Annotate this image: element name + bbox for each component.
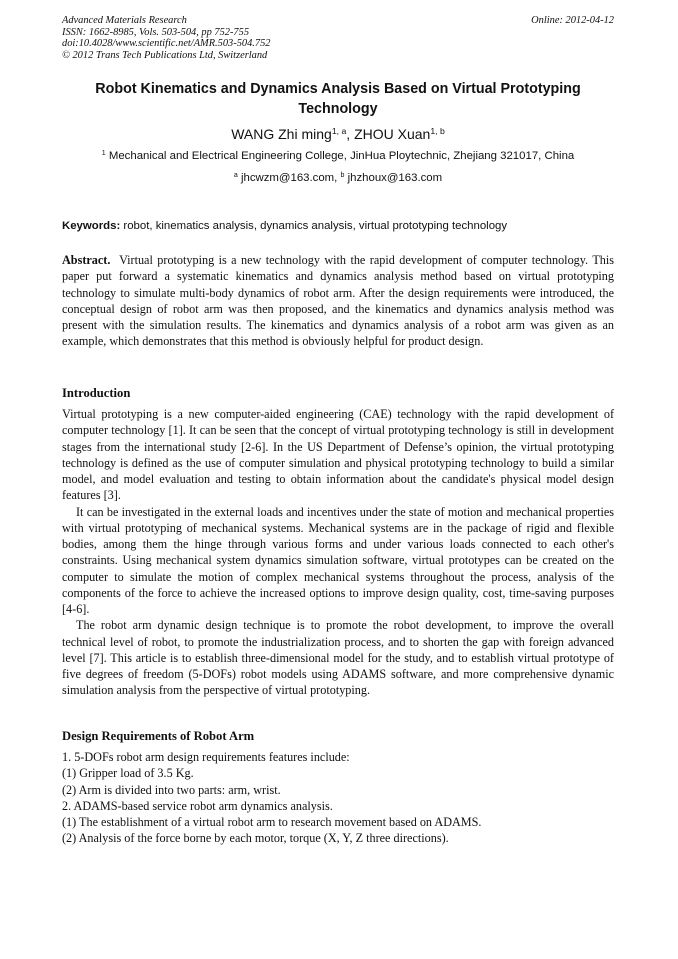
list-item: (1) Gripper load of 3.5 Kg.: [62, 766, 194, 781]
intro-paragraph-1: Virtual prototyping is a new computer-aided engineering (CAE) technology with the rapid development of computer technology [1]. It can be seen that the concept of virtual prototyping technology is still in development stages from the international study [2-6]. In the US Department of Defense’s opinion, the virtual prototyping technology is defined as the use of computer simulation and physical prototyping technology to build a similar model, and model evaluation and testing to obtain information about the candidate's physical model design features [3].: [62, 407, 614, 503]
list-item: (1) The establishment of a virtual robot arm to research movement based on ADAMS.: [62, 815, 482, 829]
online-date: Online: 2012-04-12: [531, 15, 614, 26]
author-1-name: WANG Zhi ming: [231, 126, 332, 142]
journal-name: Advanced Materials Research: [62, 15, 187, 26]
list-item: 2. ADAMS-based service robot arm dynamics analysis.: [62, 798, 333, 813]
email-b-sup: b: [340, 172, 345, 180]
list-item: 1. 5-DOFs robot arm design requirements features include:: [62, 750, 350, 764]
email-a-sup: a: [233, 172, 238, 180]
keywords: [62, 219, 614, 234]
design-requirements-list: [62, 749, 614, 847]
introduction-heading: Introduction: [62, 386, 131, 400]
design-requirements-heading: Design Requirements of Robot Arm: [62, 729, 255, 743]
paper-title: Robot Kinematics and Dynamics Analysis Based on Virtual Prototyping Technology: [95, 81, 581, 117]
journal-header: [62, 15, 614, 61]
author-2-sup: 1, b: [430, 126, 445, 137]
email-a[interactable]: jhcwzm@163.com,: [240, 172, 341, 184]
list-item: (2) Analysis of the force borne by each motor, torque (X, Y, Z three directions).: [62, 831, 449, 846]
intro-paragraph-3: The robot arm dynamic design technique is to promote the robot development, to improve the overall technical level of robot, to promote the industrialization process, and to shorten the gap with foreign advanced level [7]. This article is to establish three-dimensional model for the study, and to establish virtual prototype of five degrees of freedom (5-DOFs) robot models using ADAMS software, and more comprehensive dynamic simulation analysis from the perspective of virtual prototyping.: [62, 618, 614, 698]
email-line: [62, 170, 614, 188]
intro-paragraph-2: It can be investigated in the external loads and incentives under the state of motion and mechanical properties with virtual prototyping of mechanical systems. Mechanical systems are in the package of rigid and flexible bodies, among them the hinge through various forms and under various loads connected to each other's constraints. Using mechanical system dynamics simulation software, virtual prototypes can be created on the computer to simulate the motion of complex mechanical systems throughout the process, analysis of the components of the force to achieve the increased options to improve design quality, cost, time-saving purposes [4-6].: [62, 504, 614, 616]
list-item: (2) Arm is divided into two parts: arm, wrist.: [62, 782, 281, 797]
issn-line: ISSN: 1662-8985, Vols. 503-504, pp 752-755: [62, 26, 250, 38]
abstract-text: Virtual prototyping is a new technology with the rapid development of computer technology. This paper put forward a systematic kinematics and dynamics analysis method based on virtual prototyping technology to simulate multi-body dynamics of robot arm. After the design requirements were introduced, the conceptual design of robot arm was then proposed, and the kinematics and dynamics analysis method was present with the simulation results. The kinematics and dynamics analysis of a robot arm was given as an example, which demonstrates that this method is obviously helpful for product design.: [62, 253, 614, 349]
email-b[interactable]: jhzhoux@163.com: [347, 172, 443, 184]
introduction-body: [62, 406, 614, 699]
keywords-label: Keywords:: [62, 220, 121, 232]
copyright-line: © 2012 Trans Tech Publications Ltd, Switzerland: [62, 49, 268, 61]
author-line: [62, 125, 614, 145]
doi-line[interactable]: doi:10.4028/www.scientific.net/AMR.503-504.752: [62, 38, 271, 49]
keywords-text: robot, kinematics analysis, dynamics analysis, virtual prototyping technology: [123, 220, 508, 232]
abstract: [62, 252, 614, 350]
affiliation-text: Mechanical and Electrical Engineering College, JinHua Ploytechnic, Zhejiang 321017, China: [108, 150, 575, 162]
affiliation-sup: 1: [101, 150, 106, 158]
affiliation: [62, 148, 614, 166]
author-separator: ,: [346, 126, 355, 142]
author-1-sup: 1, a: [331, 126, 347, 137]
author-2-name: ZHOU Xuan: [354, 126, 431, 142]
abstract-label: Abstract.: [62, 253, 111, 267]
